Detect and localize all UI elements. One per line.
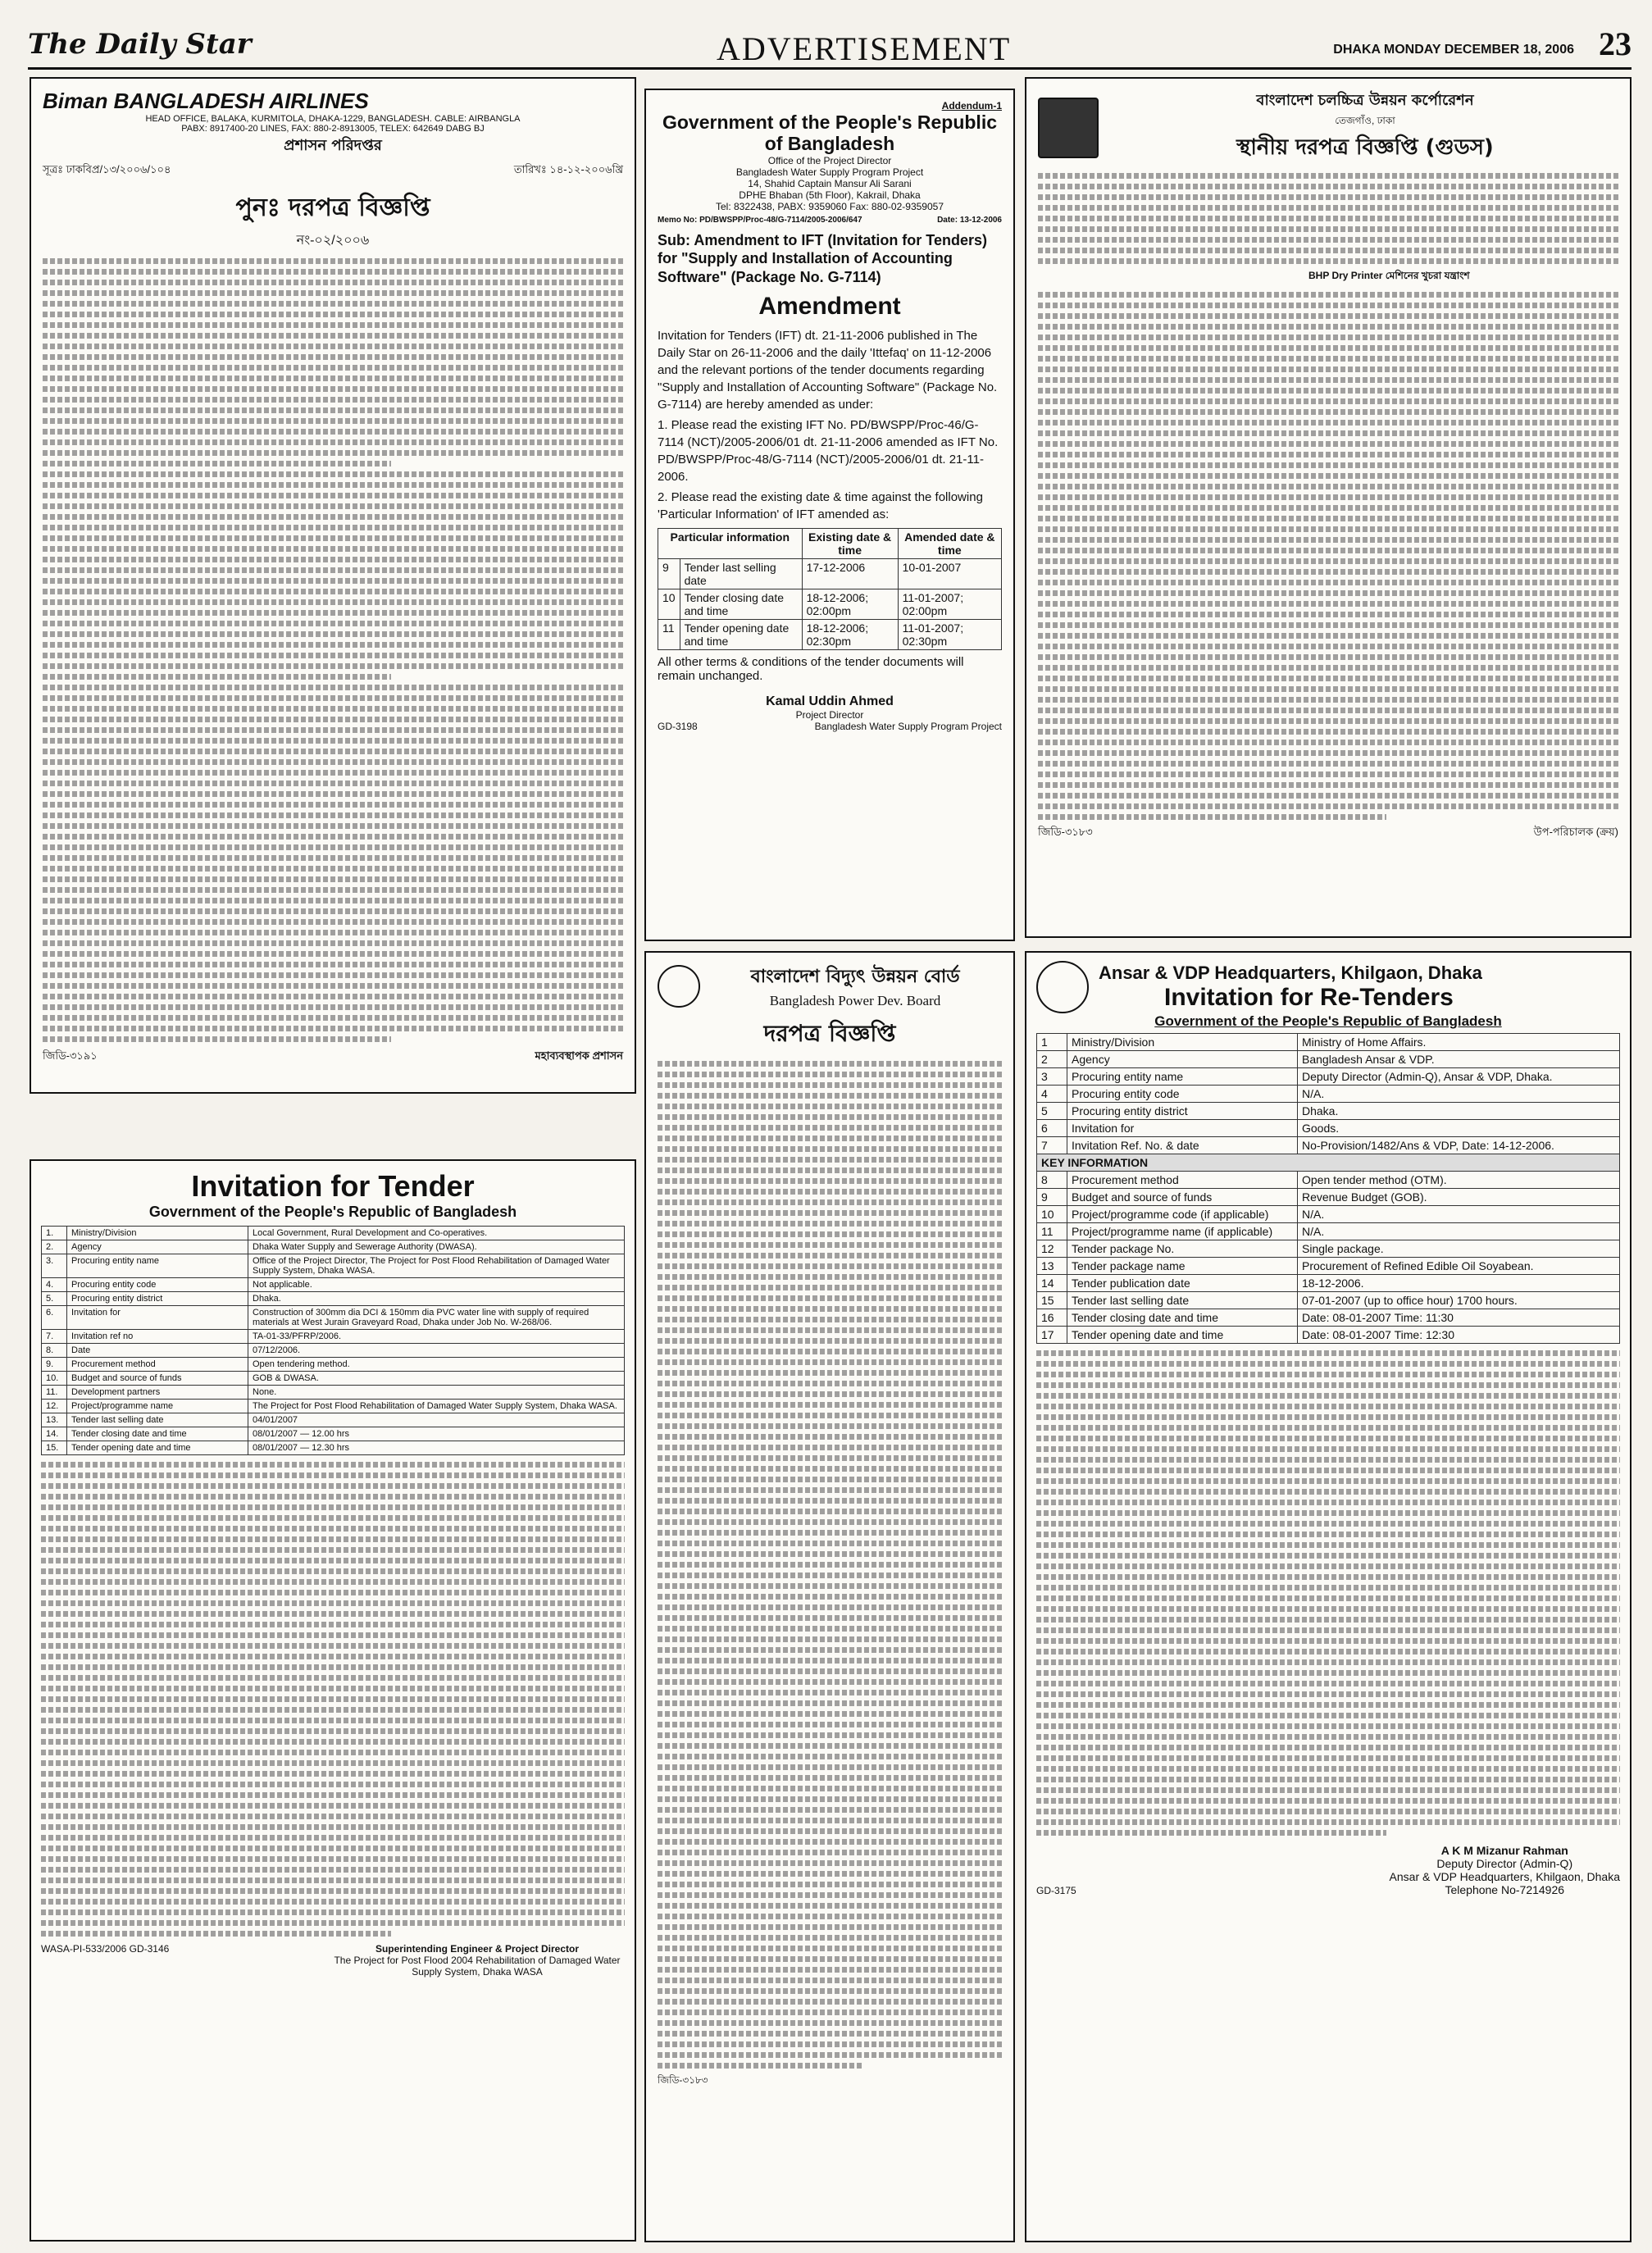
table-row: 15. Tender opening date and time 08/01/2007 — 12.30 hrs <box>42 1441 625 1455</box>
table-row: 11 Project/programme name (if applicable) N/A. <box>1037 1223 1620 1240</box>
ansar-vdp-ad <box>1025 951 1632 2242</box>
table-row: 8 Procurement method Open tender method (OTM). <box>1037 1172 1620 1189</box>
film-product: BHP Dry Printer মেশিনের খুচরা যন্ত্রাংশ <box>1308 270 1470 281</box>
ift-signer: Kamal Uddin Ahmed <box>766 694 894 709</box>
ift-office-1: Office of the Project Director <box>767 154 892 166</box>
ift-signer-title: Project Director <box>795 709 864 721</box>
table-row: 16 Tender closing date and time Date: 08-01-2007 Time: 11:30 <box>1037 1309 1620 1327</box>
ansar-details <box>1036 1350 1620 1836</box>
table-row: 14. Tender closing date and time 08/01/2007 — 12.00 hrs <box>42 1427 625 1441</box>
table-row: 17 Tender opening date and time Date: 08-01-2007 Time: 12:30 <box>1037 1327 1620 1344</box>
biman-address: HEAD OFFICE, BALAKA, KURMITOLA, DHAKA-1229, BANGLADESH. CABLE: AIRBANGLA <box>145 114 521 124</box>
biman-body <box>43 258 623 1042</box>
ift-footer-text: All other terms & conditions of the tender documents will remain unchanged. <box>658 655 964 684</box>
biman-number: নং-০২/২০০৬ <box>296 234 370 248</box>
wasa-code: WASA-PI-533/2006 GD-3146 <box>41 1943 170 1955</box>
film-table <box>1038 173 1618 264</box>
wasa-table <box>41 1226 625 1455</box>
film-place: তেজগাঁও, ঢাকা <box>1335 115 1395 126</box>
ift-amendment-ad <box>644 89 1015 941</box>
table-row: 6. Invitation for Construction of 300mm dia DCI & 150mm dia PVC water line with supply of required materials at West Jurain Graveyard Road, Dhaka under Job No. W-268/06. <box>42 1306 625 1330</box>
wasa-details <box>41 1462 625 1937</box>
ift-memo: Memo No: PD/BWSPP/Proc-48/G-7114/2005-2006/647 <box>658 215 862 225</box>
wasa-heading: Invitation for Tender <box>191 1169 475 1203</box>
table-row: 7. Invitation ref no TA-01-33/PFRP/2006. <box>42 1330 625 1344</box>
fdc-logo-icon <box>1038 98 1099 158</box>
ansar-org: Ansar & VDP Headquarters, Khilgaon, Dhaka <box>1099 963 1482 983</box>
table-row: 13. Tender last selling date 04/01/2007 <box>42 1413 625 1427</box>
ansar-signer-tel: Telephone No-7214926 <box>1445 1883 1565 1896</box>
ift-point-2: 2. Please read the existing date & time against the following 'Particular Information' of IFT amended as: <box>658 490 983 522</box>
table-row: 10 Tender closing date and time 18-12-2006; 02:00pm 11-01-2007; 02:00pm <box>658 589 1002 620</box>
biman-phones: PABX: 8917400-20 LINES, FAX: 880-2-8913005, TELEX: 642649 DABG BJ <box>181 124 485 134</box>
table-row: 6 Invitation for Goods. <box>1037 1120 1620 1137</box>
ift-office-2: Bangladesh Water Supply Program Project <box>735 166 924 178</box>
ansar-signer: A K M Mizanur Rahman <box>1440 1844 1568 1857</box>
ift-signer-org: Bangladesh Water Supply Program Project <box>814 721 1002 733</box>
table-row: 15 Tender last selling date 07-01-2007 (up to office hour) 1700 hours. <box>1037 1292 1620 1309</box>
table-row: 9 Budget and source of funds Revenue Budget (GOB). <box>1037 1189 1620 1206</box>
ansar-gov: Government of the People's Republic of Bangladesh <box>1154 1013 1502 1029</box>
table-row: 4 Procuring entity code N/A. <box>1037 1086 1620 1103</box>
film-code: জিডি-৩১৮৩ <box>1038 826 1093 838</box>
table-row: 9. Procurement method Open tendering method. <box>42 1358 625 1372</box>
bpdb-org-en: Bangladesh Power Dev. Board <box>769 993 941 1008</box>
table-row: 5 Procuring entity district Dhaka. <box>1037 1103 1620 1120</box>
ift-gov: Government of the People's Republic of Bangladesh <box>662 112 998 155</box>
table-row: 5. Procuring entity district Dhaka. <box>42 1292 625 1306</box>
film-title: স্থানীয় দরপত্র বিজ্ঞপ্তি (গুডস) <box>1236 135 1494 160</box>
film-signer: উপ-পরিচালক (ক্রয়) <box>1533 826 1618 838</box>
ift-col-particular: Particular information <box>658 529 803 559</box>
ansar-heading: Invitation for Re-Tenders <box>1164 984 1454 1011</box>
biman-ad <box>30 77 636 1094</box>
table-row: 12 Tender package No. Single package. <box>1037 1240 1620 1258</box>
dateline: DHAKA MONDAY DECEMBER 18, 2006 <box>1333 43 1574 57</box>
table-row: 4. Procuring entity code Not applicable. <box>42 1278 625 1292</box>
film-table-cont <box>1038 292 1618 820</box>
ansar-signer-title: Deputy Director (Admin-Q) <box>1436 1857 1573 1870</box>
ift-point-1: 1. Please read the existing IFT No. PD/BWSPP/Proc-46/G-7114 (NCT)/2005-2006/01 dt. 21-11-2006 amended as IFT No. PD/BWSPP/Proc-48/G-7114 (NCT)/2005-2006/01 dt. 21-11-2006. <box>658 418 999 485</box>
table-row: 13 Tender package name Procurement of Refined Edible Oil Soyabean. <box>1037 1258 1620 1275</box>
bpdb-ad <box>644 951 1015 2242</box>
page-number: 23 <box>1599 25 1632 62</box>
wasa-signer: Superintending Engineer & Project Director <box>375 1943 580 1955</box>
wasa-tender-ad <box>30 1159 636 2242</box>
ift-office-4: DPHE Bhaban (5th Floor), Kakrail, Dhaka <box>739 189 921 201</box>
table-row: 11 Tender opening date and time 18-12-2006; 02:30pm 11-01-2007; 02:30pm <box>658 620 1002 650</box>
table-row: 3. Procuring entity name Office of the Project Director, The Project for Post Flood Rehabilitation of Damaged Water Supply System, Dhaka WASA. <box>42 1254 625 1278</box>
bpdb-code: জিডি-৩১৮৩ <box>658 2074 708 2086</box>
bpdb-org: বাংলাদেশ বিদ্যুৎ উন্নয়ন বোর্ড <box>750 967 960 987</box>
biman-code: জিডি-৩১৯১ <box>43 1049 98 1062</box>
ift-tel: Tel: 8322438, PABX: 9359060 Fax: 880-02-9359057 <box>716 200 944 212</box>
ift-heading: Amendment <box>758 293 901 321</box>
ift-body: Invitation for Tenders (IFT) dt. 21-11-2006 published in The Daily Star on 26-11-2006 and the daily 'Ittefaq' on 11-12-2006 and the relevant portions of the tender documents regarding "Supply and Installation of Accounting Software" (Package No. G-7114) are hereby amended as under: <box>658 329 998 412</box>
bpdb-title: দরপত্র বিজ্ঞপ্তি <box>763 1020 896 1047</box>
table-row: 12. Project/programme name The Project for Post Flood Rehabilitation of Damaged Water Supply System, Dhaka WASA. <box>42 1400 625 1413</box>
masthead <box>28 25 1632 70</box>
ift-col-existing: Existing date & time <box>802 529 898 559</box>
ansar-emblem-icon <box>1036 961 1089 1013</box>
table-row: 14 Tender publication date 18-12-2006. <box>1037 1275 1620 1292</box>
biman-title: পুনঃ দরপত্র বিজ্ঞপ্তি <box>235 193 430 222</box>
biman-date: তারিখঃ ১৪-১২-২০০৬খ্রি <box>513 163 623 175</box>
table-row: 7 Invitation Ref. No. & date No-Provision/1482/Ans & VDP, Date: 14-12-2006. <box>1037 1137 1620 1154</box>
wasa-gov: Government of the People's Republic of Bangladesh <box>148 1204 517 1220</box>
ansar-signer-org: Ansar & VDP Headquarters, Khilgaon, Dhaka <box>1389 1870 1620 1883</box>
table-row: 10 Project/programme code (if applicable) N/A. <box>1037 1206 1620 1223</box>
table-row: 2 Agency Bangladesh Ansar & VDP. <box>1037 1051 1620 1068</box>
biman-signature: মহাব্যবস্থাপক প্রশাসন <box>535 1049 623 1062</box>
film-corporation-ad <box>1025 77 1632 938</box>
table-row: 8. Date 07/12/2006. <box>42 1344 625 1358</box>
film-org: বাংলাদেশ চলচ্চিত্র উন্নয়ন কর্পোরেশন <box>1256 92 1474 109</box>
section-header: KEY INFORMATION <box>1037 1154 1620 1172</box>
table-row: 2. Agency Dhaka Water Supply and Sewerage Authority (DWASA). <box>42 1240 625 1254</box>
wasa-signer-org: The Project for Post Flood 2004 Rehabilitation of Damaged Water Supply System, Dhaka WASA <box>334 1955 621 1978</box>
table-row: 9 Tender last selling date 17-12-2006 10-01-2007 <box>658 559 1002 589</box>
ift-table <box>658 528 1002 650</box>
biman-ref: সূত্রঃ ঢাকবিপ্র/১৩/২০০৬/১০৪ <box>43 163 171 175</box>
ift-subject: Sub: Amendment to IFT (Invitation for Tenders) for "Supply and Installation of Accounting Software" (Package No. G-7114) <box>658 231 987 285</box>
ift-code: GD-3198 <box>658 721 698 733</box>
table-row: 11. Development partners None. <box>42 1386 625 1400</box>
biman-logo: Biman BANGLADESH AIRLINES <box>43 89 369 113</box>
table-row: 1. Ministry/Division Local Government, Rural Development and Co-operatives. <box>42 1227 625 1240</box>
bpdb-logo-icon <box>658 965 700 1008</box>
biman-dept: প্রশাসন পরিদপ্তর <box>284 137 382 154</box>
section-title: ADVERTISEMENT <box>717 30 1012 67</box>
table-row: 3 Procuring entity name Deputy Director (Admin-Q), Ansar & VDP, Dhaka. <box>1037 1068 1620 1086</box>
ift-memo-date: Date: 13-12-2006 <box>937 215 1002 225</box>
ift-office-3: 14, Shahid Captain Mansur Ali Sarani <box>748 177 912 189</box>
table-row: 1 Ministry/Division Ministry of Home Affairs. <box>1037 1034 1620 1051</box>
ift-col-amended: Amended date & time <box>898 529 1001 559</box>
newspaper-logo: The Daily Star <box>28 28 252 61</box>
ift-tag: Addendum-1 <box>941 100 1002 112</box>
bpdb-body <box>658 1061 1002 2069</box>
ansar-code: GD-3175 <box>1036 1885 1076 1896</box>
ansar-table <box>1036 1033 1620 1344</box>
table-row: 10. Budget and source of funds GOB & DWASA. <box>42 1372 625 1386</box>
